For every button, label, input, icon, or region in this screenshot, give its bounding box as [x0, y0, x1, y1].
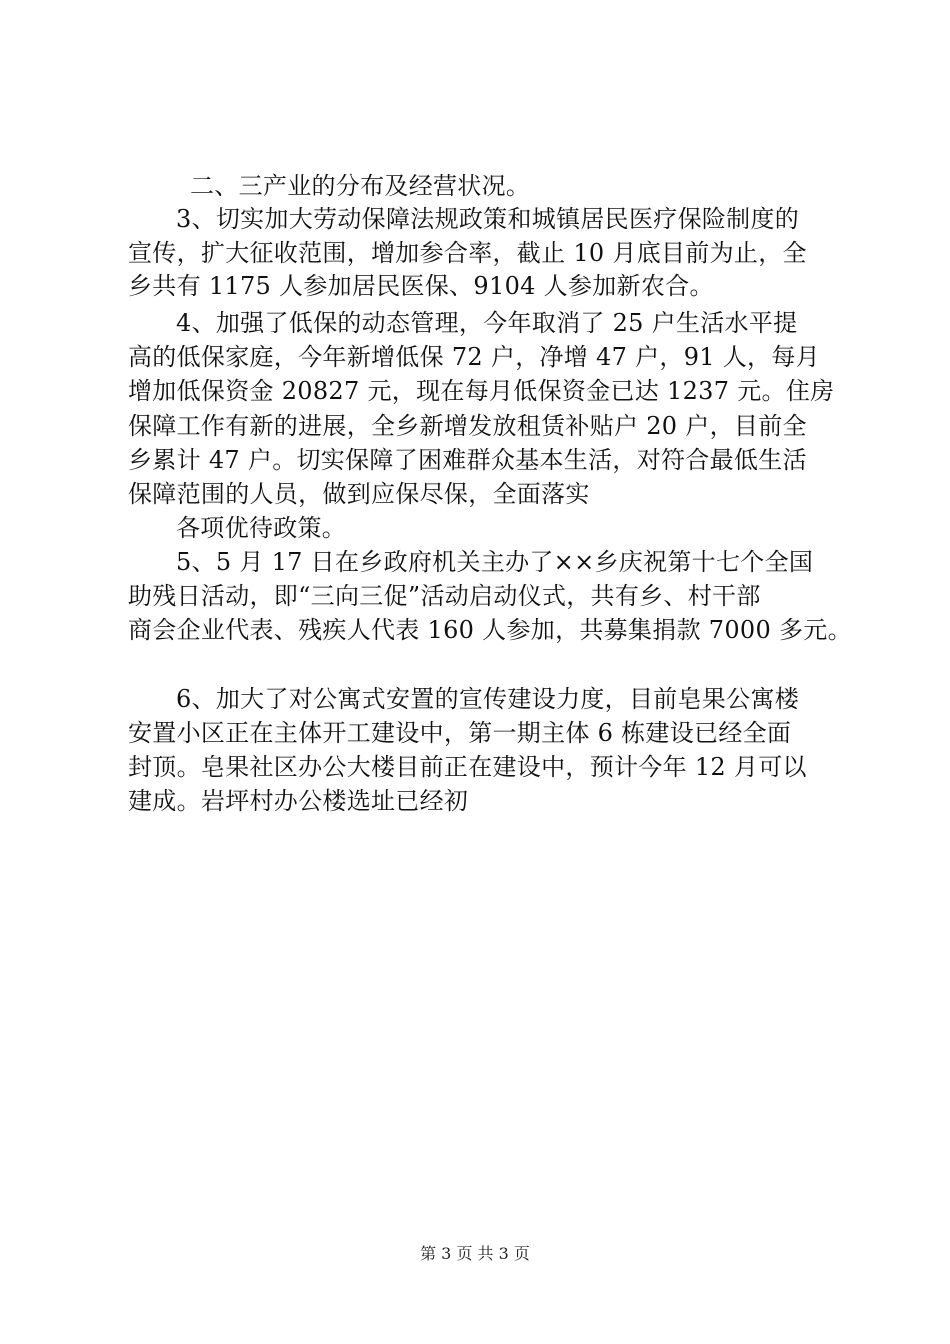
text-line: 商会企业代表、残疾人代表 160 人参加，共募集捐款 7000 多元。 [128, 616, 852, 644]
text-line: 安置小区正在主体开工建设中，第一期主体 6 栋建设已经全面 [128, 719, 792, 747]
text-line: 封顶。皂果社区办公大楼目前正在建设中，预计今年 12 月可以 [128, 753, 807, 781]
text-line: 保障工作有新的进展，全乡新增发放租赁补贴户 20 户，目前全 [128, 412, 807, 440]
text-line: 3、切实加大劳动保障法规政策和城镇居民医疗保险制度的 [176, 205, 800, 233]
text-line: 高的低保家庭，今年新增低保 72 户，净增 47 户，91 人，每月 [128, 343, 820, 371]
text-line: 5、5 月 17 日在乡政府机关主办了××乡庆祝第十七个全国 [176, 548, 814, 576]
text-line: 增加低保资金 20827 元，现在每月低保资金已达 1237 元。住房 [128, 377, 835, 405]
text-line: 乡累计 47 户。切实保障了困难群众基本生活，对符合最低生活 [128, 446, 807, 474]
page-number-footer: 第 3 页 共 3 页 [420, 1244, 530, 1263]
text-line: 助残日活动，即“三向三促”活动启动仪式，共有乡、村干部 [128, 582, 761, 610]
text-line: 建成。岩坪村办公楼选址已经初 [128, 787, 469, 815]
text-line: 4、加强了低保的动态管理，今年取消了 25 户生活水平提 [176, 309, 798, 337]
text-line: 6、加大了对公寓式安置的宣传建设力度，目前皂果公寓楼 [176, 685, 800, 713]
text-line: 各项优待政策。 [176, 514, 347, 542]
text-line: 宣传，扩大征收范围，增加参合率，截止 10 月底目前为止，全 [128, 239, 807, 267]
text-line: 乡共有 1175 人参加居民医保、9104 人参加新农合。 [128, 272, 714, 300]
text-line: 二、三产业的分布及经营状况。 [190, 172, 531, 200]
text-line: 保障范围的人员，做到应保尽保，全面落实 [128, 480, 590, 508]
